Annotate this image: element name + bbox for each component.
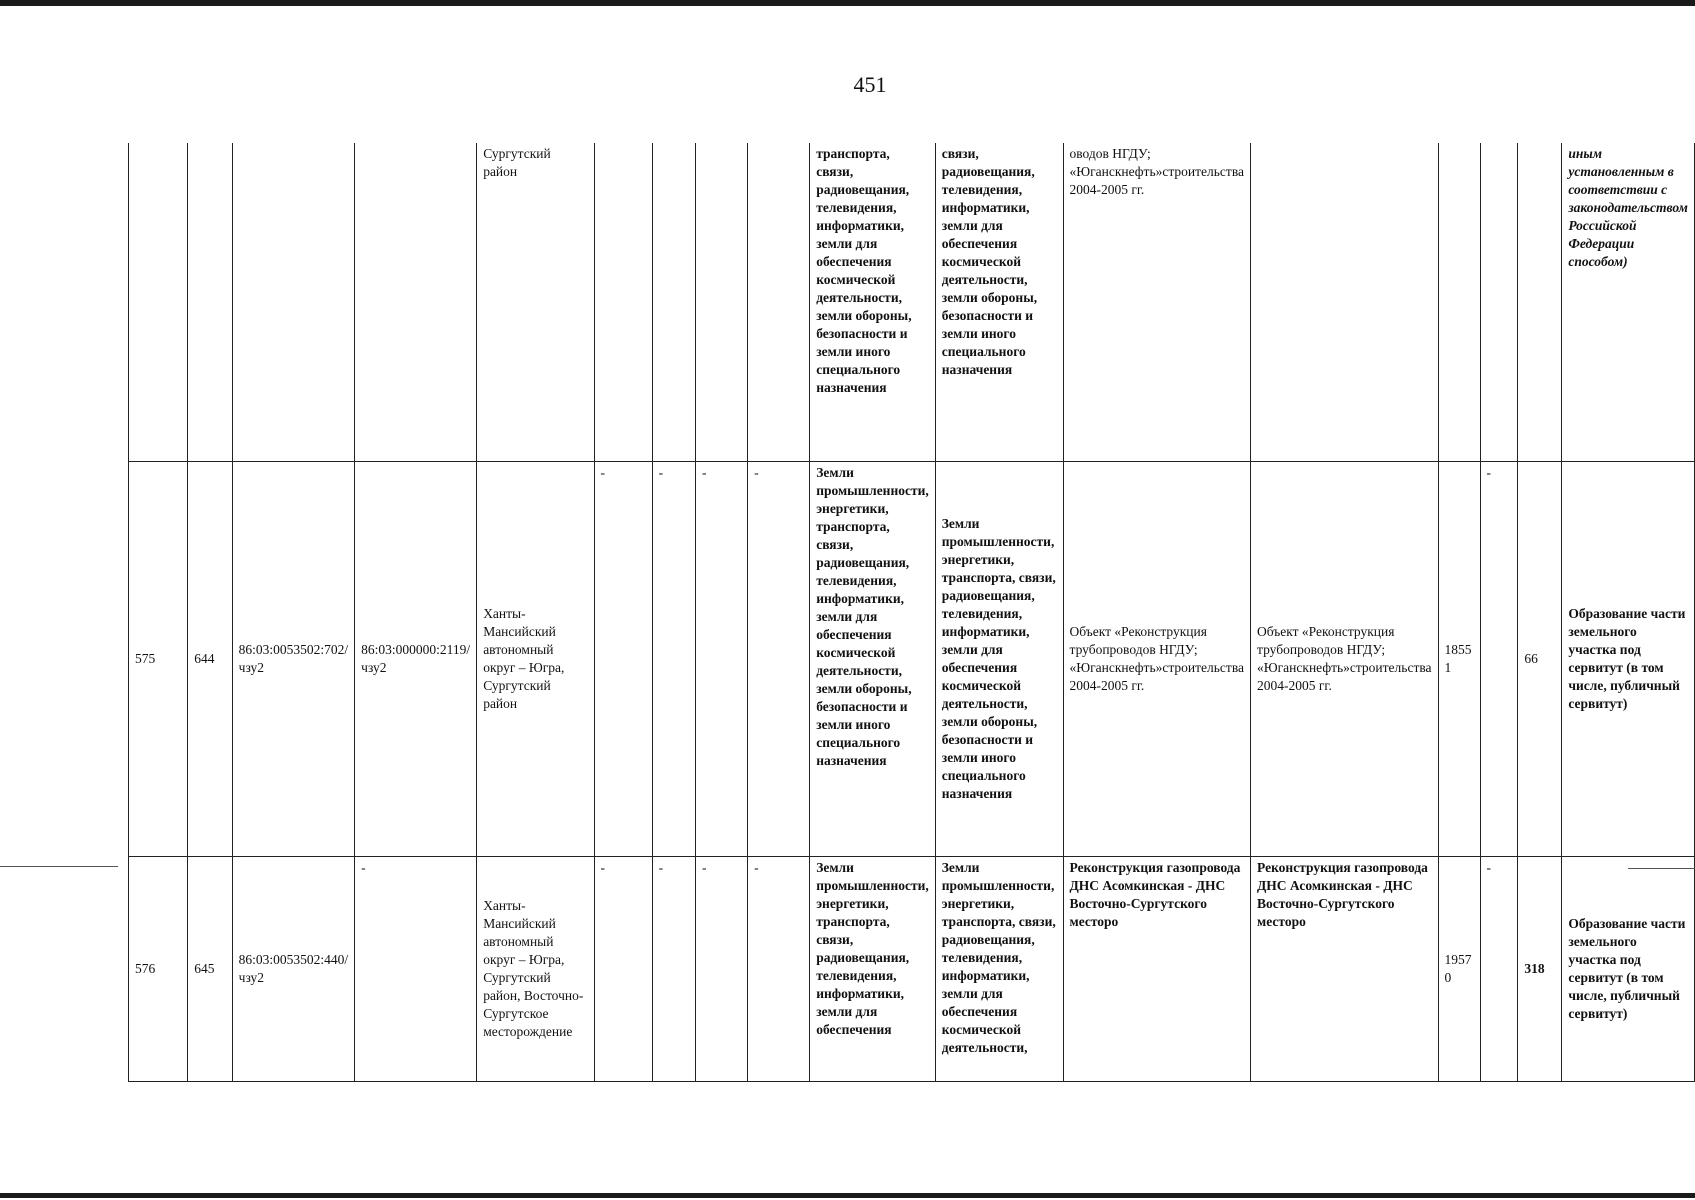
cell-land-category: транспорта, связи, радиовещания, телевидения, информатики, земли для обеспечения космической деятельности, земли обороны, безопасности и земли иного специального назначения xyxy=(810,143,936,461)
cell-col15 xyxy=(1480,143,1518,461)
cell-col8 xyxy=(695,143,747,461)
cell-object-2 xyxy=(1251,143,1439,461)
cell-cadastral-part xyxy=(232,143,355,461)
cell-purpose: Образование части земельного участка под сервитут (в том числе, публичный сервитут) xyxy=(1562,461,1695,856)
table-row xyxy=(129,856,1695,1081)
scan-artifact-right xyxy=(1628,868,1695,869)
cell-col15: - xyxy=(1480,461,1518,856)
cell-col7: - xyxy=(652,461,695,856)
land-plots-table xyxy=(128,143,1695,1082)
cell-area: 66 xyxy=(1518,461,1562,856)
scan-artifact-left xyxy=(0,866,118,867)
cell-index: 645 xyxy=(188,856,232,1081)
cell-col9: - xyxy=(748,856,810,1081)
cell-cadastral-number: - xyxy=(355,856,477,1081)
cell-col6 xyxy=(594,143,652,461)
cell-cadastral-number: 86:03:000000:2119/чзу2 xyxy=(355,461,477,856)
cell-purpose: Образование части земельного участка под сервитут (в том числе, публичный сервитут) xyxy=(1562,856,1695,1081)
cell-index: 644 xyxy=(188,461,232,856)
cell-col9 xyxy=(748,143,810,461)
bottom-border xyxy=(0,1193,1695,1198)
cell-location: Ханты-Мансийский автономный округ – Югра, Сургутский район, Восточно-Сургутское месторождение xyxy=(477,856,594,1081)
cell-index xyxy=(188,143,232,461)
cell-object: оводов НГДУ; «Юганскнефть»строительства 2004-2005 гг. xyxy=(1063,143,1251,461)
cell-col6: - xyxy=(594,856,652,1081)
cell-land-category: Земли промышленности, энергетики, транспорта, связи, радиовещания, телевидения, информатики, земли для обеспечения xyxy=(810,856,936,1081)
cell-cadastral-part: 86:03:0053502:440/чзу2 xyxy=(232,856,355,1081)
cell-col8: - xyxy=(695,461,747,856)
cell-object: Реконструкция газопровода ДНС Асомкинская - ДНС Восточно-Сургутского месторо xyxy=(1063,856,1251,1081)
cell-land-category-2: Земли промышленности, энергетики, транспорта, связи, радиовещания, телевидения, информатики, земли для обеспечения космической деятельности, xyxy=(935,856,1063,1081)
cell-purpose-text: иным установленным в соответствии с законодательством Российской Федерации способом) xyxy=(1568,146,1688,269)
cell-col9: - xyxy=(748,461,810,856)
table-row xyxy=(129,143,1695,461)
cell-object-2: Объект «Реконструкция трубопроводов НГДУ; «Юганскнефть»строительства 2004-2005 гг. xyxy=(1251,461,1439,856)
cell-col14 xyxy=(1438,143,1480,461)
cell-location: Ханты-Мансийский автономный округ – Югра, Сургутский район xyxy=(477,461,594,856)
cell-row-number xyxy=(129,143,188,461)
cell-col15: - xyxy=(1480,856,1518,1081)
cell-object-2: Реконструкция газопровода ДНС Асомкинская - ДНС Восточно-Сургутского месторо xyxy=(1251,856,1439,1081)
cell-object: Объект «Реконструкция трубопроводов НГДУ; «Юганскнефть»строительства 2004-2005 гг. xyxy=(1063,461,1251,856)
cell-col7 xyxy=(652,143,695,461)
cell-location: Сургутский район xyxy=(477,143,594,461)
cell-row-number: 575 xyxy=(129,461,188,856)
cell-land-category-2: связи, радиовещания, телевидения, информатики, земли для обеспечения космической деятельности, земли обороны, безопасности и земли иного специального назначения xyxy=(935,143,1063,461)
cell-land-category: Земли промышленности, энергетики, транспорта, связи, радиовещания, телевидения, информатики, земли для обеспечения космической деятельности, земли обороны, безопасности и земли иного специального назначения xyxy=(810,461,936,856)
cell-cadastral-number xyxy=(355,143,477,461)
cell-col7: - xyxy=(652,856,695,1081)
cell-col14: 1957 0 xyxy=(1438,856,1480,1081)
table-row xyxy=(129,461,1695,856)
cell-col14: 1855 1 xyxy=(1438,461,1480,856)
top-border xyxy=(0,0,1695,6)
cell-purpose xyxy=(1562,143,1695,461)
cell-area xyxy=(1518,143,1562,461)
cell-area: 318 xyxy=(1518,856,1562,1081)
cell-col8: - xyxy=(695,856,747,1081)
page-number: 451 xyxy=(853,72,887,97)
cell-cadastral-part: 86:03:0053502:702/чзу2 xyxy=(232,461,355,856)
cell-row-number: 576 xyxy=(129,856,188,1081)
cell-col6: - xyxy=(594,461,652,856)
cell-land-category-2: Земли промышленности, энергетики, транспорта, связи, радиовещания, телевидения, информатики, земли для обеспечения космической деятельности, земли обороны, безопасности и земли иного специального назначения xyxy=(935,461,1063,856)
